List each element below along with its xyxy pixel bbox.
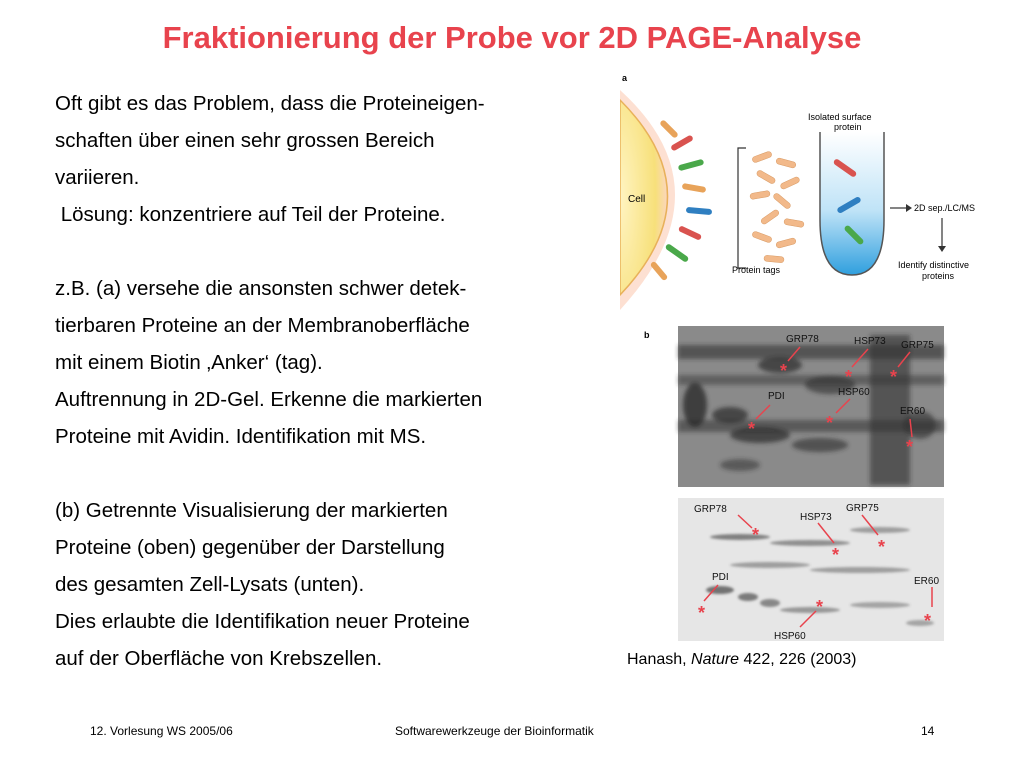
body-line: z.B. (a) versehe die ansonsten schwer detek- bbox=[55, 277, 467, 300]
body-line: Auftrennung in 2D-Gel. Erkenne die markierten bbox=[55, 388, 483, 411]
figure-a-panel-label: a bbox=[622, 73, 628, 83]
footer-page-number: 14 bbox=[921, 724, 935, 738]
body-line: (b) Getrennte Visualisierung der markierten bbox=[55, 499, 448, 522]
arrow-head-icon bbox=[938, 246, 946, 252]
caption-journal: Nature bbox=[691, 651, 740, 668]
body-line: Dies erlaubte die Identifikation neuer Proteine bbox=[55, 610, 470, 633]
isolated-label-line2: protein bbox=[834, 122, 862, 132]
star-icon: * bbox=[832, 545, 840, 565]
top-label-er60: ER60 bbox=[900, 406, 926, 417]
tags-bracket bbox=[738, 148, 746, 268]
body-line: mit einem Biotin ‚Anker‘ (tag). bbox=[55, 351, 323, 374]
body-line: tierbaren Proteine an der Membranoberfläche bbox=[55, 314, 470, 337]
top-label-pdi: PDI bbox=[768, 391, 785, 402]
top-label-grp75: GRP75 bbox=[901, 340, 934, 351]
blank-line bbox=[55, 455, 615, 492]
star-icon: * bbox=[845, 367, 853, 387]
star-icon: * bbox=[890, 367, 898, 387]
body-line: Lösung: konzentriere auf Teil der Proteine. bbox=[55, 203, 446, 226]
caption-author: Hanash, bbox=[627, 651, 692, 668]
top-label-hsp60: HSP60 bbox=[838, 387, 870, 398]
footer-course: Softwarewerkzeuge der Bioinformatik bbox=[395, 724, 594, 738]
caption-ref: 422, 226 (2003) bbox=[739, 651, 857, 668]
protein-tags-label: Protein tags bbox=[732, 265, 781, 275]
body-line: variieren. bbox=[55, 166, 140, 189]
star-icon: * bbox=[780, 361, 788, 381]
identify-label-line1: Identify distinctive bbox=[898, 260, 970, 270]
figure-b-gels bbox=[620, 325, 950, 647]
arrow-head-icon bbox=[906, 204, 912, 212]
isolated-label-line1: Isolated surface bbox=[808, 112, 872, 122]
slide-title: Fraktionierung der Probe vor 2D PAGE-Analyse bbox=[162, 20, 862, 55]
star-icon: * bbox=[698, 603, 706, 623]
star-icon: * bbox=[826, 413, 834, 433]
identify-label-line2: proteins bbox=[922, 271, 955, 281]
top-label-grp78: GRP78 bbox=[786, 334, 819, 345]
top-label-hsp73: HSP73 bbox=[854, 336, 886, 347]
sep-label: 2D sep./LC/MS bbox=[914, 203, 976, 213]
bottom-label-er60: ER60 bbox=[914, 576, 940, 587]
protein-tags-cluster bbox=[750, 151, 805, 263]
star-icon: * bbox=[878, 537, 886, 557]
star-icon: * bbox=[924, 611, 932, 631]
bottom-label-grp75: GRP75 bbox=[846, 503, 879, 514]
figure-caption bbox=[627, 651, 857, 669]
figure-a-schematic bbox=[620, 70, 1010, 320]
bottom-label-hsp60: HSP60 bbox=[774, 631, 806, 642]
star-icon: * bbox=[748, 419, 756, 439]
star-icon: * bbox=[752, 525, 760, 545]
body-line: Proteine (oben) gegenüber der Darstellung bbox=[55, 536, 445, 559]
blank-line bbox=[55, 233, 615, 270]
body-line: Oft gibt es das Problem, dass die Proteineigen- bbox=[55, 92, 485, 115]
body-line: des gesamten Zell-Lysats (unten). bbox=[55, 573, 365, 596]
star-icon: * bbox=[906, 437, 914, 457]
figure-b-panel-label: b bbox=[644, 330, 650, 340]
body-line: schaften über einen sehr grossen Bereich bbox=[55, 129, 435, 152]
star-icon: * bbox=[816, 597, 824, 617]
cell-label: Cell bbox=[628, 194, 646, 205]
bottom-label-pdi: PDI bbox=[712, 572, 729, 583]
body-line: auf der Oberfläche von Krebszellen. bbox=[55, 647, 383, 670]
body-text bbox=[55, 85, 615, 677]
body-line: Proteine mit Avidin. Identifikation mit MS. bbox=[55, 425, 427, 448]
bottom-label-grp78: GRP78 bbox=[694, 504, 727, 515]
footer-lecture: 12. Vorlesung WS 2005/06 bbox=[90, 724, 233, 738]
bottom-label-hsp73: HSP73 bbox=[800, 512, 832, 523]
